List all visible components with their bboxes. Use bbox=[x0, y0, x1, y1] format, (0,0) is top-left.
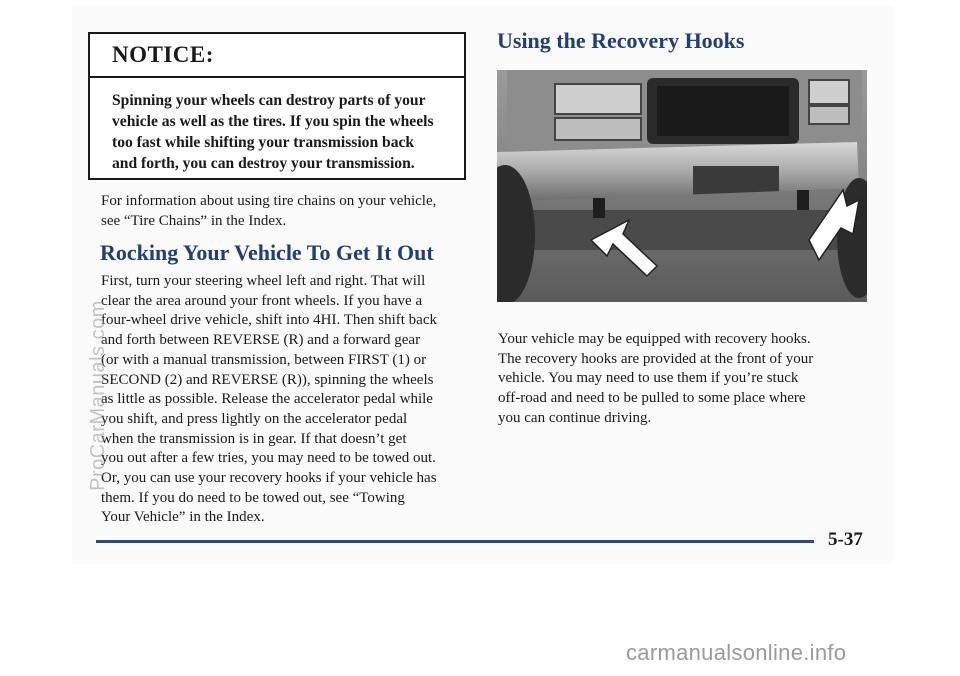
side-watermark bbox=[88, 190, 108, 600]
paragraph-line: when the transmission is in gear. If that doesn’t get bbox=[101, 430, 407, 447]
paragraph-line: (or with a manual transmission, between FIRST (1) or bbox=[101, 351, 427, 368]
paragraph-line: clear the area around your front wheels. If you have a bbox=[101, 292, 423, 309]
paragraph-line: see “Tire Chains” in the Index. bbox=[101, 212, 287, 229]
paragraph-line: For information about using tire chains on your vehicle, bbox=[101, 193, 437, 209]
paragraph-line: First, turn your steering wheel left and right. That will bbox=[101, 273, 426, 289]
recovery-hooks-photo bbox=[497, 70, 867, 302]
rocking-heading: Rocking Your Vehicle To Get It Out bbox=[100, 240, 434, 265]
paragraph-line: them. If you do need to be towed out, see “Towing bbox=[101, 489, 405, 506]
side-watermark-text: ProCarManuals.com bbox=[86, 299, 109, 491]
paragraph-line: Your Vehicle” in the Index. bbox=[101, 509, 265, 526]
notice-line: Spinning your wheels can destroy parts of your bbox=[112, 92, 426, 109]
bottom-watermark: carmanualsonline.info bbox=[626, 640, 847, 665]
paragraph-line: you can continue driving. bbox=[498, 409, 652, 426]
notice-header bbox=[90, 34, 464, 78]
paragraph-line: and forth between REVERSE (R) and a forward gear bbox=[101, 332, 421, 349]
paragraph-line: four-wheel drive vehicle, shift into 4HI. Then shift back bbox=[101, 312, 437, 329]
tire-chains-paragraph bbox=[101, 192, 436, 231]
notice-box bbox=[88, 32, 466, 180]
notice-body bbox=[90, 78, 464, 174]
footer-rule bbox=[96, 540, 814, 543]
paragraph-line: as little as possible. Release the accelerator pedal while bbox=[101, 391, 433, 408]
notice-title: NOTICE: bbox=[112, 42, 214, 67]
rocking-paragraph bbox=[101, 272, 437, 528]
notice-line: vehicle as well as the tires. If you spin the wheels bbox=[112, 113, 434, 130]
notice-line: and forth, you can destroy your transmission. bbox=[112, 155, 415, 172]
paragraph-line: off-road and need to be pulled to some place where bbox=[498, 390, 806, 407]
paragraph-line: Or, you can use your recovery hooks if your vehicle has bbox=[101, 470, 437, 487]
recovery-hooks-heading: Using the Recovery Hooks bbox=[497, 28, 745, 53]
page-number: 5-37 bbox=[828, 529, 863, 550]
paragraph-line: SECOND (2) and REVERSE (R)), spinning the wheels bbox=[101, 371, 434, 388]
recovery-hooks-paragraph bbox=[498, 330, 813, 429]
paragraph-line: The recovery hooks are provided at the front of your bbox=[498, 350, 814, 367]
notice-line: too fast while shifting your transmission back bbox=[112, 134, 415, 151]
truck-front-illustration bbox=[497, 70, 867, 302]
paragraph-line: vehicle. You may need to use them if you’re stuck bbox=[498, 370, 799, 387]
paragraph-line: you out after a few tries, you may need to be towed out. bbox=[101, 450, 436, 467]
paragraph-line: Your vehicle may be equipped with recovery hooks. bbox=[498, 331, 811, 347]
paragraph-line: you shift, and press lightly on the accelerator pedal bbox=[101, 410, 408, 427]
